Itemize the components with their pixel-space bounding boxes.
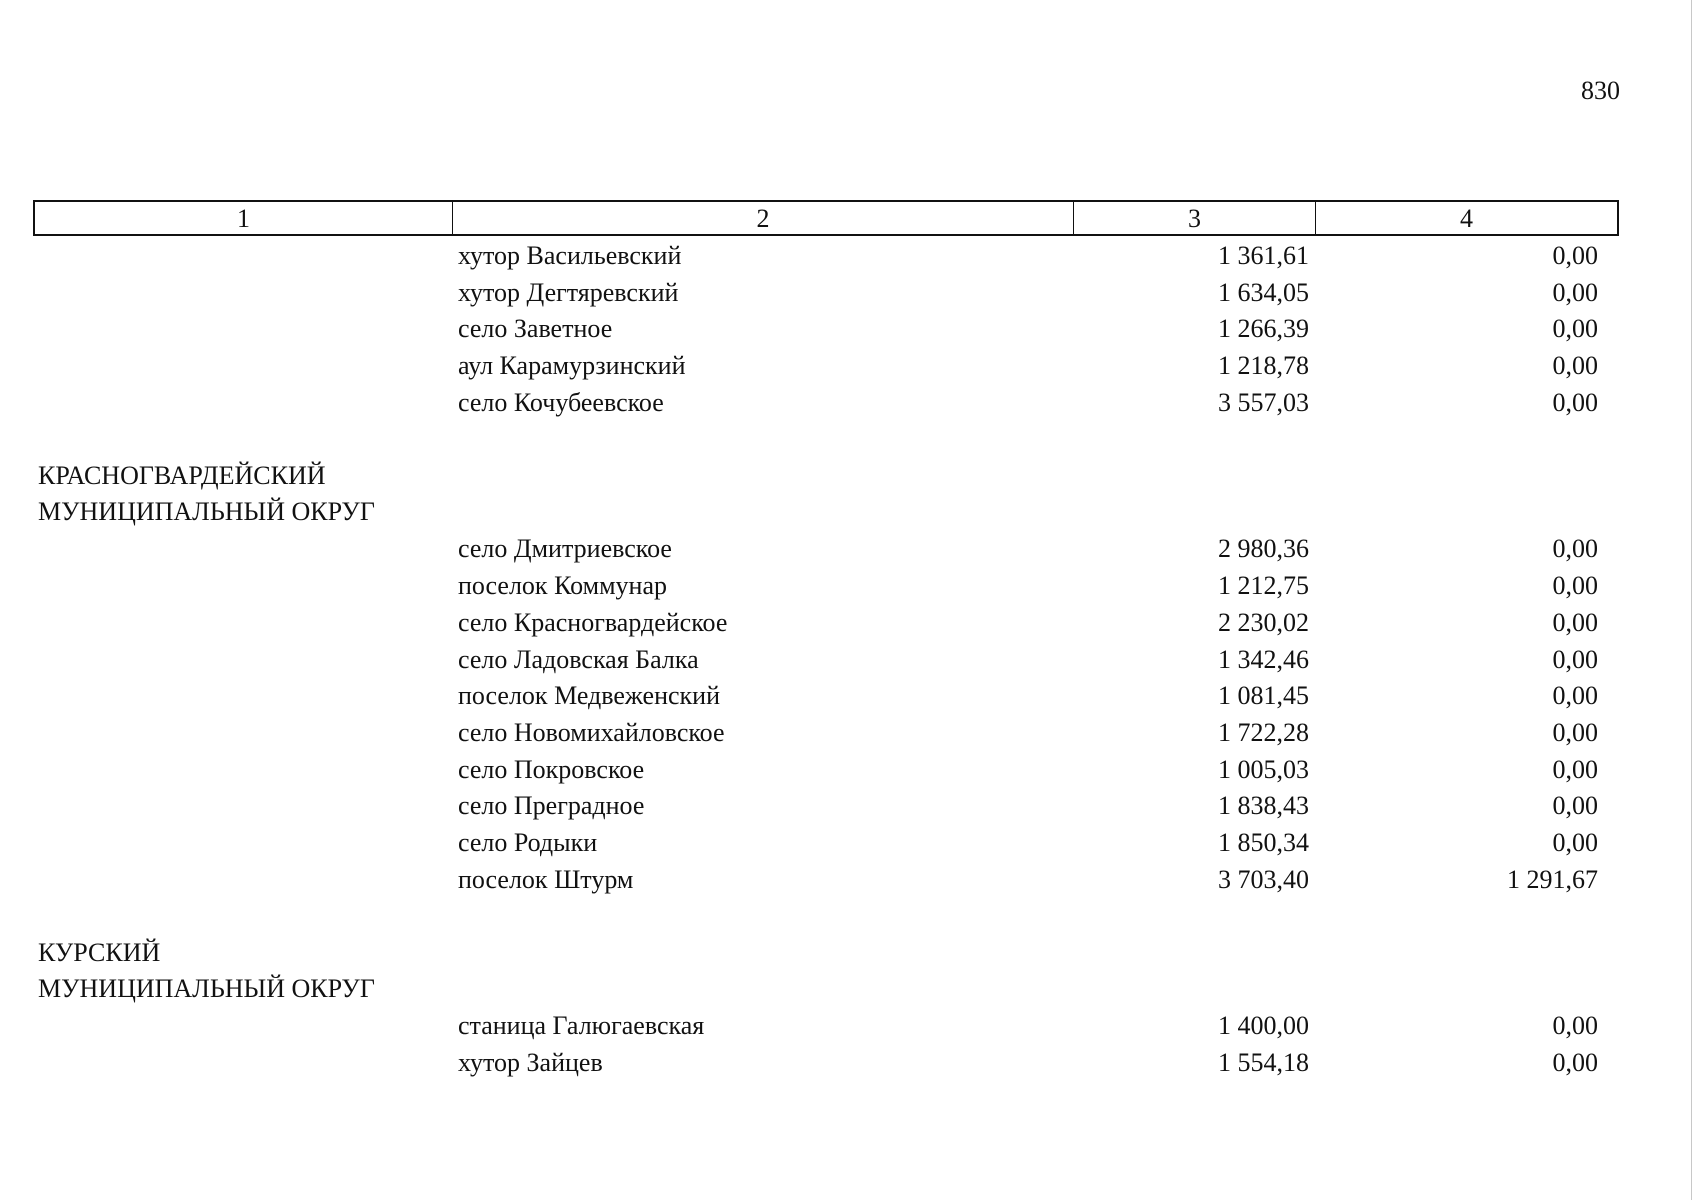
cell-value-3: 1 400,00 (1218, 1011, 1309, 1041)
cell-value-4: 0,00 (1552, 754, 1598, 784)
cell-value-4: 1 291,67 (1507, 864, 1598, 894)
cell-value-3: 1 266,39 (1218, 314, 1309, 344)
cell-value-3: 1 361,61 (1218, 241, 1309, 270)
cell-value-4: 0,00 (1552, 681, 1598, 711)
cell-settlement: поселок Коммунар (458, 571, 667, 601)
table-row (0, 1008, 1695, 1045)
cell-col-1 (0, 752, 423, 789)
table-row (0, 678, 1695, 715)
table-row (0, 752, 1695, 789)
district-name-line: МУНИЦИПАЛЬНЫЙ ОКРУГ (38, 974, 375, 1004)
cell-value-4: 0,00 (1552, 607, 1598, 637)
table-row (0, 862, 1695, 899)
cell-value-4: 0,00 (1552, 1048, 1598, 1077)
table-row (0, 238, 1695, 275)
cell-value-3: 2 980,36 (1218, 534, 1309, 564)
cell-col-1 (0, 1008, 423, 1045)
header-col-3: 3 (1074, 202, 1316, 234)
cell-settlement: аул Карамурзинский (458, 351, 686, 381)
table-row (0, 385, 1695, 422)
cell-settlement: село Преградное (458, 791, 645, 821)
cell-value-4: 0,00 (1552, 717, 1598, 747)
cell-value-4: 0,00 (1552, 644, 1598, 674)
header-col-1: 1 (35, 202, 453, 234)
table-row (0, 275, 1695, 312)
cell-value-3: 1 838,43 (1218, 791, 1309, 821)
cell-settlement: хутор Васильевский (458, 241, 682, 270)
cell-settlement: село Родыки (458, 827, 598, 857)
cell-value-4: 0,00 (1552, 277, 1598, 307)
table-header (33, 200, 1619, 236)
cell-col-1 (0, 238, 423, 275)
cell-col-1 (0, 311, 423, 348)
cell-value-3: 3 557,03 (1218, 387, 1309, 417)
table-row (0, 568, 1695, 605)
table-row (0, 642, 1695, 679)
page-number: 830 (1581, 76, 1620, 105)
cell-value-4: 0,00 (1552, 314, 1598, 344)
cell-value-3: 1 722,28 (1218, 717, 1309, 747)
cell-col-1 (0, 642, 423, 679)
cell-col-1 (0, 1045, 423, 1082)
cell-value-3: 1 554,18 (1218, 1048, 1309, 1077)
cell-settlement: поселок Медвеженский (458, 681, 721, 711)
cell-settlement: село Ладовская Балка (458, 644, 699, 674)
table-row (0, 715, 1695, 752)
cell-col-1 (0, 348, 423, 385)
cell-settlement: станица Галюгаевская (458, 1011, 705, 1041)
header-col-4: 4 (1460, 204, 1473, 233)
district-name-line: МУНИЦИПАЛЬНЫЙ ОКРУГ (38, 497, 375, 527)
cell-value-4: 0,00 (1552, 1011, 1598, 1041)
cell-value-3: 1 081,45 (1218, 681, 1309, 711)
cell-value-4: 0,00 (1552, 827, 1598, 857)
table-row (0, 788, 1695, 825)
cell-settlement: село Красногвардейское (458, 607, 728, 637)
cell-col-1 (0, 788, 423, 825)
cell-settlement: хутор Зайцев (458, 1048, 603, 1077)
table-row (0, 1045, 1695, 1082)
cell-settlement: село Дмитриевское (458, 534, 672, 564)
cell-col-1 (0, 605, 423, 642)
district-name (0, 935, 1695, 1008)
district-group (0, 458, 1695, 898)
table-row (0, 825, 1695, 862)
district-name-line: КРАСНОГВАРДЕЙСКИЙ (38, 461, 326, 491)
header-col-2: 2 (453, 202, 1074, 234)
cell-col-1 (0, 275, 423, 312)
cell-col-1 (0, 568, 423, 605)
cell-col-1 (0, 715, 423, 752)
cell-value-3: 1 212,75 (1218, 571, 1309, 601)
cell-value-3: 1 342,46 (1218, 644, 1309, 674)
district-name (0, 458, 1695, 531)
cell-value-3: 1 634,05 (1218, 277, 1309, 307)
table-row (0, 348, 1695, 385)
table-body (0, 238, 1695, 1082)
district-group (0, 238, 1695, 421)
cell-value-4: 0,00 (1552, 351, 1598, 381)
cell-settlement: поселок Штурм (458, 864, 634, 894)
cell-col-1 (0, 531, 423, 568)
cell-value-4: 0,00 (1552, 791, 1598, 821)
cell-value-4: 0,00 (1552, 241, 1598, 270)
district-group (0, 935, 1695, 1081)
cell-value-3: 3 703,40 (1218, 864, 1309, 894)
cell-settlement: село Заветное (458, 314, 613, 344)
cell-value-3: 2 230,02 (1218, 607, 1309, 637)
cell-settlement: хутор Дегтяревский (458, 277, 679, 307)
cell-value-3: 1 005,03 (1218, 754, 1309, 784)
cell-settlement: село Кочубеевское (458, 387, 664, 417)
table-row (0, 311, 1695, 348)
cell-value-3: 1 218,78 (1218, 351, 1309, 381)
cell-value-4: 0,00 (1552, 534, 1598, 564)
cell-value-4: 0,00 (1552, 571, 1598, 601)
cell-col-1 (0, 862, 423, 899)
district-name-line: КУРСКИЙ (38, 938, 161, 968)
cell-settlement: село Покровское (458, 754, 645, 784)
cell-value-3: 1 850,34 (1218, 827, 1309, 857)
cell-settlement: село Новомихайловское (458, 717, 725, 747)
table-row (0, 531, 1695, 568)
table-row (0, 605, 1695, 642)
cell-col-1 (0, 825, 423, 862)
cell-col-1 (0, 678, 423, 715)
cell-value-4: 0,00 (1552, 387, 1598, 417)
cell-col-1 (0, 385, 423, 422)
